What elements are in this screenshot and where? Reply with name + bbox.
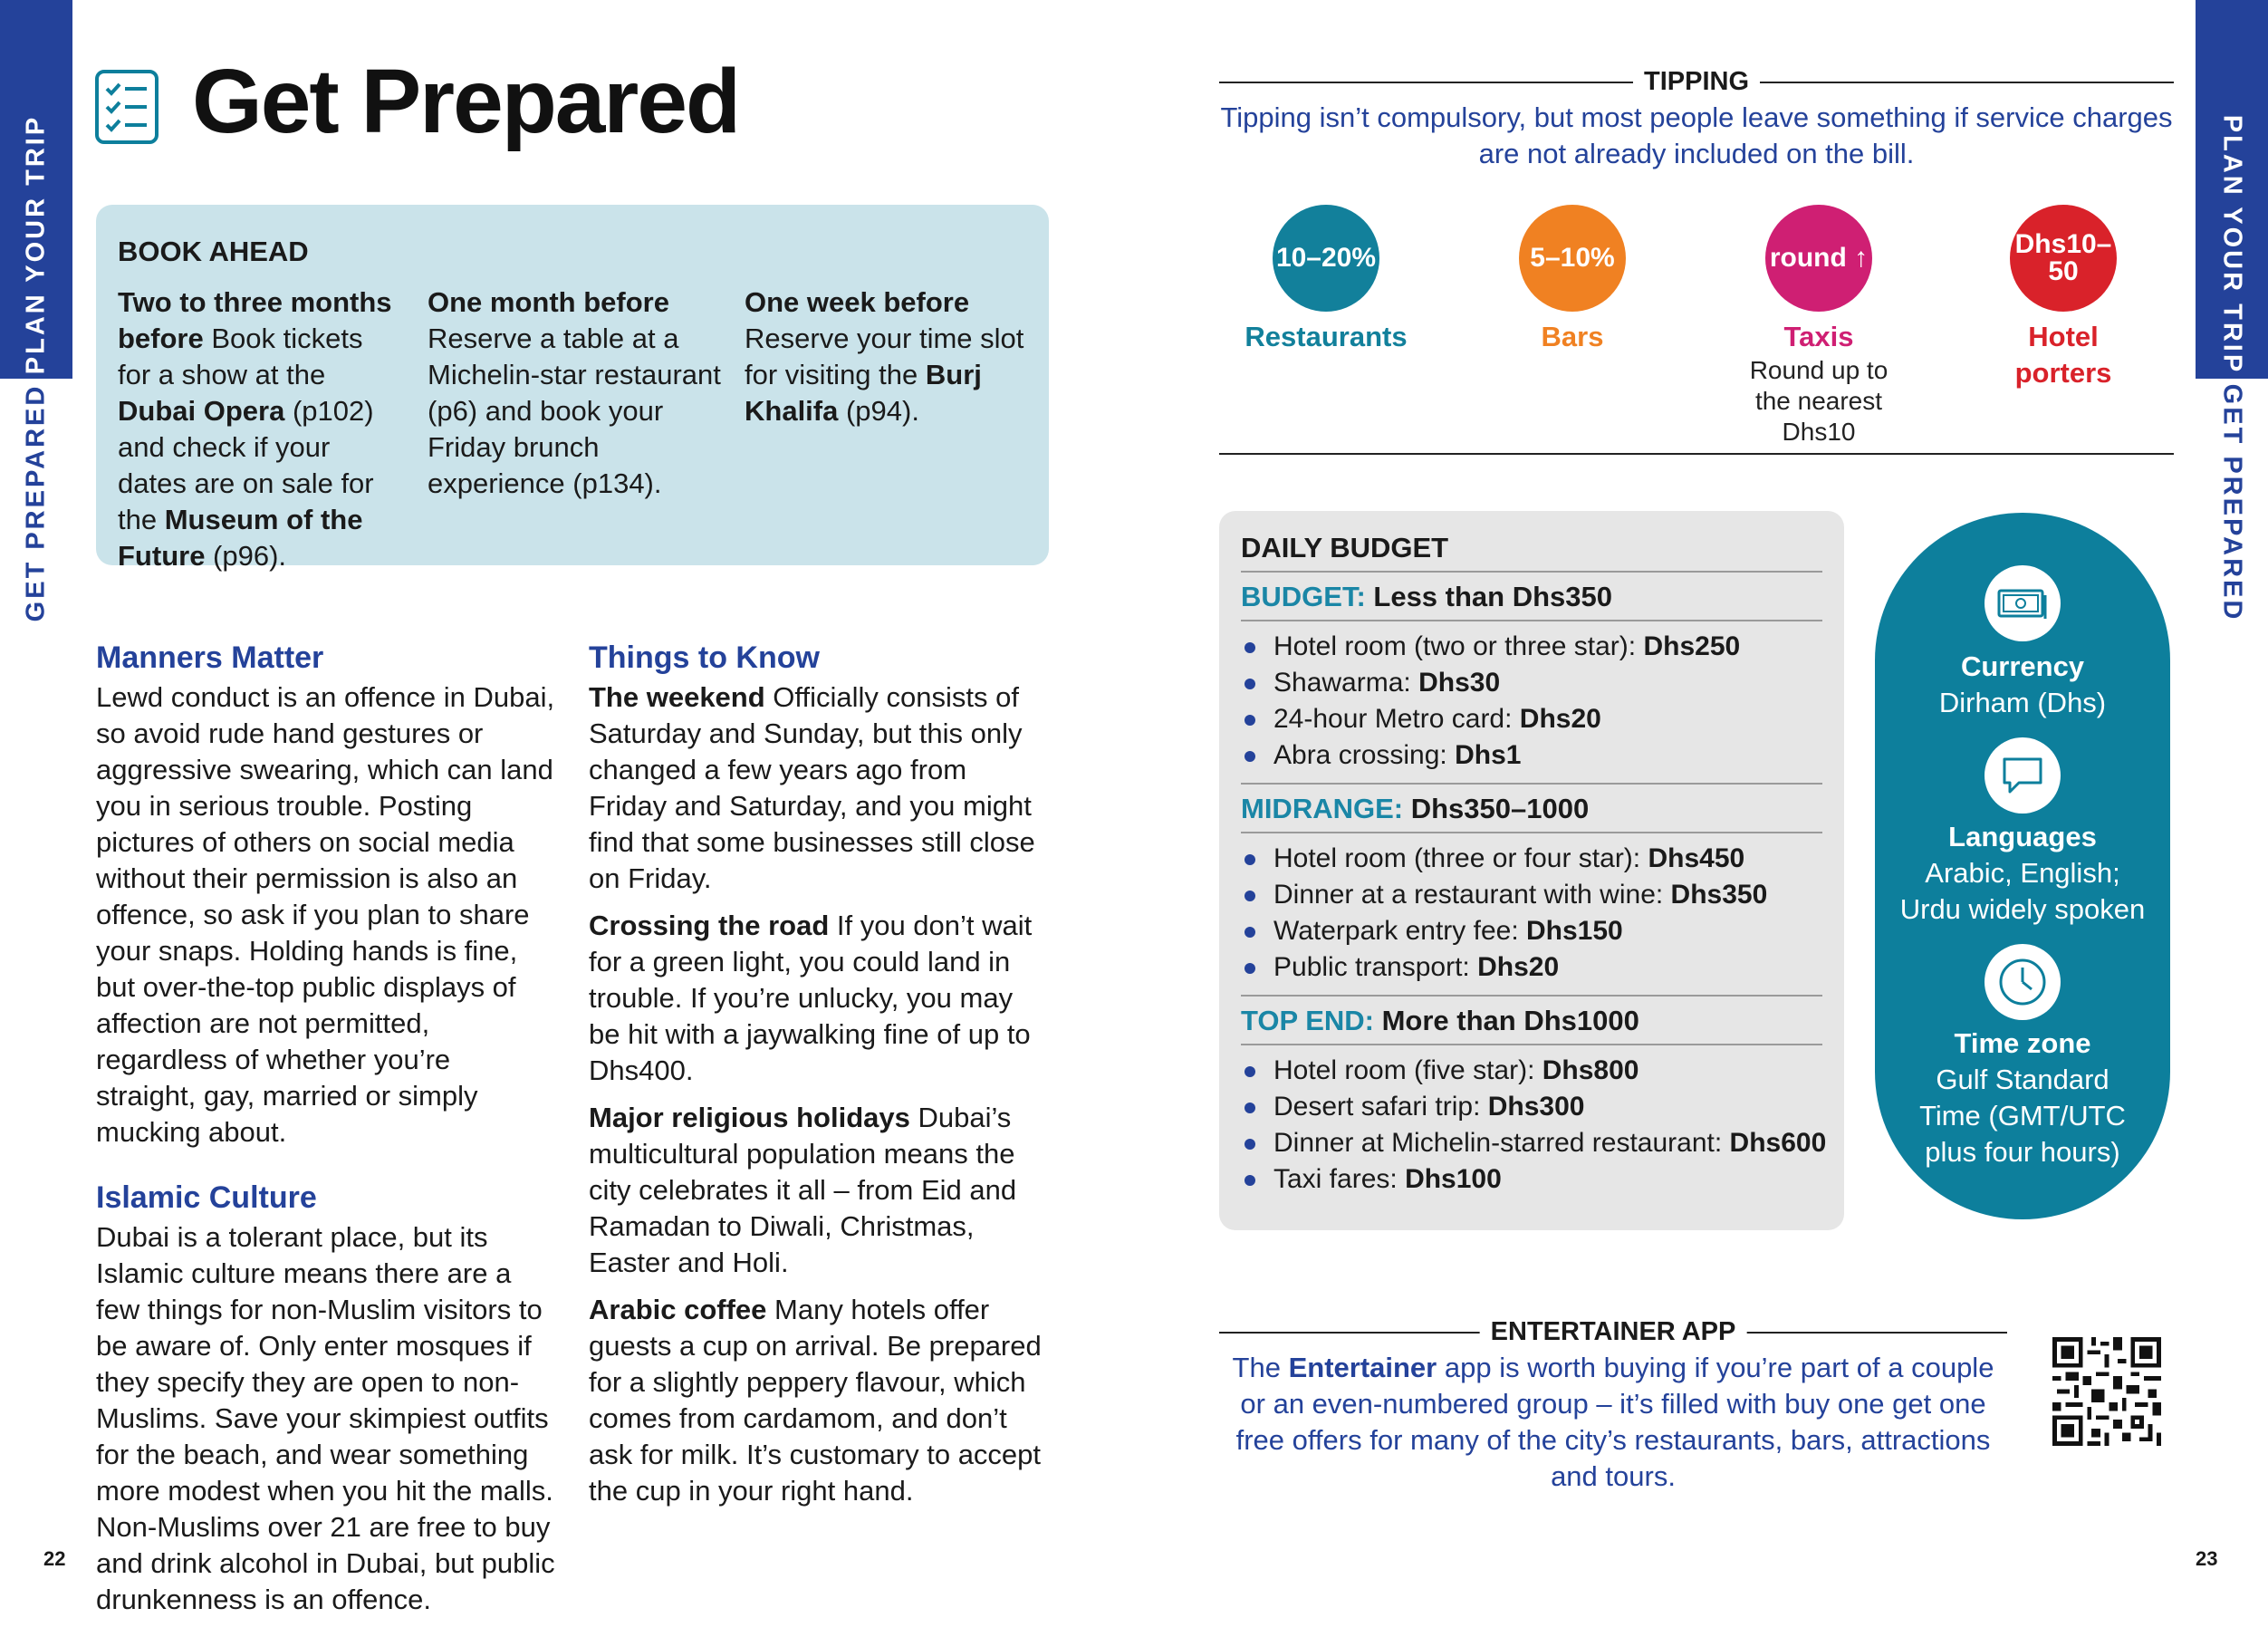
things-item — [589, 1292, 1051, 1509]
page-number-right: 23 — [2196, 1547, 2218, 1570]
things-item-title: Arabic coffee — [589, 1294, 767, 1325]
book-ahead-text: Reserve your time slot for visiting the — [745, 323, 1024, 390]
tip-note: Round up to the nearest Dhs10 — [1749, 356, 1888, 446]
tipping-intro: Tipping isn’t compulsory, but most people leave something if service charges are not already included on the bill. — [1220, 101, 2173, 169]
things-item-title: The weekend — [589, 681, 765, 713]
tier-range: Dhs350–1000 — [1403, 793, 1590, 824]
tier-heading — [1241, 790, 1822, 833]
currency-value: Dirham (Dhs) — [1938, 687, 2107, 718]
list-item: Shawarma: Dhs30 — [1241, 665, 1822, 701]
currency-info — [1875, 649, 2170, 721]
tier-name: MIDRANGE: — [1241, 793, 1404, 824]
things-column — [589, 638, 1051, 1520]
book-ahead-text: Book tickets for a show at the — [118, 323, 363, 390]
tip-bars — [1455, 205, 1690, 355]
tip-badge: round ↑ — [1765, 205, 1872, 312]
manners-text: Lewd conduct is an offence in Dubai, so avoid rude hand gestures or aggressive swearing, which can land you in serious trouble. Posting pictures of others on social media without their permission is also an offence, so ask if you plan to share your snaps. Holding hands is fine, but over-the-top public displays of affection are not permitted, regardless of whether you’re straight, gay, married or simply mucking about. — [96, 681, 555, 1148]
checklist-icon — [94, 69, 159, 145]
list-item: Dinner at Michelin-starred restaurant: Dhs600 — [1241, 1125, 1822, 1161]
tip-label: Bars — [1541, 321, 1604, 352]
tip-label: Hotel porters — [2014, 321, 2112, 389]
tipping-header — [1219, 63, 2174, 100]
list-item: 24-hour Metro card: Dhs20 — [1241, 701, 1822, 737]
book-ahead-timing: One month before — [428, 286, 669, 318]
side-tab-section-label: GET PREPARED — [21, 383, 51, 622]
side-tab-plan-label: PLAN YOUR TRIP — [21, 114, 51, 375]
book-ahead-text: Reserve a table at a Michelin-star restaurant (p6) and book your Friday brunch experience (p134). — [428, 323, 721, 499]
book-ahead-place: Dubai Opera — [118, 395, 285, 427]
country-info-pill — [1875, 513, 2170, 1219]
tip-restaurants — [1208, 205, 1444, 355]
page-number-left: 22 — [43, 1547, 66, 1570]
tipping-heading: TIPPING — [1633, 63, 1760, 100]
list-item: Abra crossing: Dhs1 — [1241, 737, 1822, 774]
budget-tier — [1241, 995, 1827, 1207]
side-tab-section-label: GET PREPARED — [2217, 383, 2247, 622]
things-item-text: Dubai’s multicultural population means the city celebrates it all – from Eid and Ramadan to Diwali, Christmas, Easter and Holi. — [589, 1102, 1017, 1278]
list-item: Hotel room (two or three star): Dhs250 — [1241, 629, 1822, 665]
page-title: Get Prepared — [192, 51, 740, 152]
things-heading: Things to Know — [589, 640, 820, 675]
entertainer-app-name: Entertainer — [1288, 1352, 1437, 1383]
left-side-tab — [0, 0, 72, 1637]
tier-range: More than Dhs1000 — [1374, 1005, 1639, 1036]
qr-code-icon[interactable] — [2052, 1337, 2161, 1446]
islamic-heading: Islamic Culture — [96, 1180, 317, 1215]
book-ahead-place: Museum of the Future — [118, 504, 363, 572]
list-item: Hotel room (five star): Dhs800 — [1241, 1053, 1822, 1089]
languages-info — [1875, 819, 2170, 928]
list-item: Dinner at a restaurant with wine: Dhs350 — [1241, 877, 1822, 913]
right-side-tab — [2196, 0, 2268, 1637]
manners-column — [96, 638, 558, 1629]
tier-range: Less than Dhs350 — [1365, 581, 1612, 612]
islamic-text: Dubai is a tolerant place, but its Islamic culture means there are a few things for non-Muslim visitors to be aware of. Only enter mosques if they specify they are open to non-Muslims. Save your skimpiest outfits for the beach, and wear something more modest when you hit the malls. Non-Muslims over 21 are free to buy and drink alcohol in Dubai, but public drunkenness is an offence. — [96, 1221, 555, 1615]
languages-value: Arabic, English; Urdu widely spoken — [1899, 857, 2146, 925]
side-tab-plan-label: PLAN YOUR TRIP — [2217, 114, 2247, 375]
timezone-heading: Time zone — [1954, 1027, 2091, 1059]
daily-budget-heading: DAILY BUDGET — [1241, 532, 1449, 563]
things-item-title: Major religious holidays — [589, 1102, 910, 1133]
currency-heading: Currency — [1960, 650, 2085, 682]
book-ahead-text: (p94). — [838, 395, 919, 427]
list-item: Waterpark entry fee: Dhs150 — [1241, 913, 1822, 949]
book-ahead-col-month — [428, 284, 726, 502]
book-ahead-timing: One week before — [745, 286, 970, 318]
timezone-value: Gulf Standard Time (GMT/UTC plus four hours) — [1919, 1064, 2126, 1168]
tier-heading — [1241, 578, 1822, 621]
book-ahead-timing: Two to three months before — [118, 286, 392, 354]
clock-icon — [1985, 944, 2061, 1020]
entertainer-header — [1219, 1314, 2007, 1350]
divider — [1219, 453, 2174, 455]
languages-heading: Languages — [1948, 821, 2097, 852]
budget-tier — [1241, 571, 1822, 783]
things-item-text: If you don’t wait for a green light, you could land in trouble. If you’re unlucky, you may be hit with a jaywalking fine of up to Dhs400. — [589, 910, 1033, 1086]
tip-taxis — [1701, 205, 1936, 448]
list-item: Public transport: Dhs20 — [1241, 949, 1822, 986]
things-item — [589, 1100, 1051, 1281]
things-item-title: Crossing the road — [589, 910, 830, 941]
book-ahead-place: Burj Khalifa — [745, 359, 982, 427]
things-item — [589, 679, 1051, 897]
daily-budget-box — [1219, 511, 1844, 1230]
book-ahead-text: (p96). — [205, 540, 287, 572]
manners-heading: Manners Matter — [96, 640, 324, 675]
tip-badge: 10–20% — [1273, 205, 1379, 312]
entertainer-heading: ENTERTAINER APP — [1480, 1314, 1747, 1350]
tier-name: TOP END: — [1241, 1005, 1374, 1036]
things-item-text: Many hotels offer guests a cup on arrival. Be prepared for a slightly peppery flavour, which comes from cardamom, and don’t ask for milk. It’s customary to accept the cup in your right hand. — [589, 1294, 1042, 1507]
book-ahead-text: (p102) and check if your dates are on sale for the — [118, 395, 374, 535]
book-ahead-box — [96, 205, 1049, 572]
book-ahead-heading: BOOK AHEAD — [118, 236, 309, 267]
speech-bubble-icon — [1985, 737, 2061, 814]
entertainer-text: The Entertainer app is worth buying if you’re part of a couple or an even-numbered group – it’s filled with buy one get one free offers for many of the city’s restaurants, bars, attractions and tours. — [1232, 1352, 1994, 1492]
tip-badge: 5–10% — [1519, 205, 1626, 312]
banknote-icon — [1985, 565, 2061, 641]
book-ahead-col-months — [118, 284, 399, 574]
book-ahead-col-week — [745, 284, 1025, 429]
budget-tier — [1241, 783, 1822, 995]
tier-heading — [1241, 1002, 1822, 1045]
tip-label: Restaurants — [1245, 321, 1408, 352]
things-item — [589, 908, 1051, 1089]
list-item: Hotel room (three or four star): Dhs450 — [1241, 841, 1822, 877]
tip-hotel-porters — [1946, 205, 2181, 391]
list-item: Taxi fares: Dhs100 — [1241, 1161, 1822, 1198]
timezone-info — [1875, 1026, 2170, 1170]
tip-badge: Dhs10– 50 — [2010, 205, 2117, 312]
things-item-text: Officially consists of Saturday and Sunday, but this only changed a few years ago from Friday and Saturday, and you might find that some businesses still close on Friday. — [589, 681, 1035, 894]
tier-name: BUDGET: — [1241, 581, 1366, 612]
tip-label: Taxis — [1783, 321, 1854, 352]
list-item: Desert safari trip: Dhs300 — [1241, 1089, 1822, 1125]
